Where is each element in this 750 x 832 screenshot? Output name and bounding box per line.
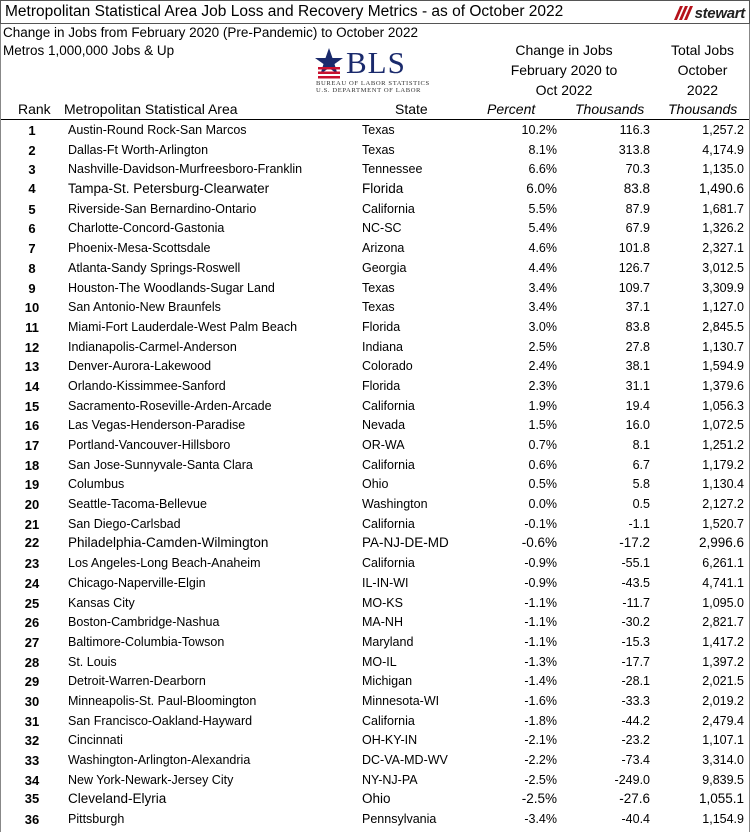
header-total-line-1: Total Jobs [670,42,735,58]
thousands-cell: -43.5 [621,575,650,590]
msa-cell: New York-Newark-Jersey City [68,772,234,787]
state-cell: Michigan [362,674,413,689]
table-row [0,494,750,514]
total-jobs-cell: 2,479.4 [702,713,744,728]
msa-cell: Orlando-Kissimmee-Sanford [68,378,226,393]
thousands-cell: 70.3 [625,162,650,177]
subtitle-line-1: Change in Jobs from February 2020 (Pre-Pandemic) to October 2022 [3,25,418,40]
subtitle-line-2: Metros 1,000,000 Jobs & Up [3,43,175,58]
column-header-rank: Rank [18,101,51,117]
percent-cell: 0.5% [528,477,557,492]
state-cell: IL-IN-WI [362,575,409,590]
total-jobs-cell: 1,257.2 [702,123,744,137]
state-cell: Colorado [362,359,413,374]
rank-cell: 5 [28,201,36,217]
msa-cell: Cincinnati [68,733,123,748]
total-jobs-cell: 1,397.2 [702,654,744,669]
state-cell: Washington [362,497,428,512]
table-row [0,376,750,396]
table-row [0,199,750,219]
rank-cell: 36 [24,812,40,828]
thousands-cell: 16.0 [625,418,650,433]
msa-cell: St. Louis [68,654,117,669]
state-cell: Pennsylvania [362,812,437,827]
state-cell: DC-VA-MD-WV [362,753,448,767]
thousands-cell: -28.1 [621,674,650,689]
rank-cell: 15 [24,398,40,414]
total-jobs-cell: 1,095.0 [702,595,744,610]
state-cell: Texas [362,280,395,295]
table-row [0,159,750,179]
table-row [0,435,750,455]
thousands-cell: -27.6 [619,791,650,807]
state-cell: NY-NJ-PA [362,772,418,787]
table-row [0,632,750,652]
total-jobs-cell: 2,019.2 [702,693,744,708]
table-row [0,750,750,770]
table-row [0,120,750,140]
rank-cell: 17 [24,438,40,453]
thousands-cell: -249.0 [614,772,650,787]
rank-cell: 25 [24,595,40,611]
state-cell: Maryland [362,634,414,649]
table-row [0,553,750,573]
total-jobs-cell: 6,261.1 [702,556,744,571]
thousands-cell: 6.7 [632,457,650,472]
total-jobs-cell: 2,996.6 [698,535,744,551]
rank-cell: 7 [28,241,36,257]
rank-cell: 22 [24,535,40,551]
msa-cell: Miami-Fort Lauderdale-West Palm Beach [68,319,298,334]
stewart-logo-icon [672,5,694,21]
total-jobs-cell: 4,741.1 [702,575,744,590]
table-row [0,593,750,613]
percent-cell: 2.5% [528,339,557,354]
table-row [0,612,750,632]
state-cell: MO-IL [362,654,397,669]
msa-cell: Dallas-Ft Worth-Arlington [68,142,209,157]
percent-cell: -3.4% [524,812,557,827]
total-jobs-cell: 1,251.2 [702,438,744,452]
total-jobs-cell: 2,845.5 [702,319,744,334]
state-cell: Minnesota-WI [362,693,440,708]
rank-cell: 29 [24,674,40,690]
percent-cell: -0.9% [524,575,557,590]
msa-cell: Chicago-Naperville-Elgin [68,575,206,590]
thousands-cell: 83.8 [625,319,650,334]
thousands-cell: 109.7 [618,280,650,295]
rank-cell: 31 [24,713,40,729]
thousands-cell: -17.7 [621,654,650,669]
column-header-total-thousands: Thousands [668,101,738,117]
rank-cell: 28 [24,654,40,670]
thousands-cell: 313.8 [618,142,650,157]
rank-cell: 8 [28,260,36,276]
table-row [0,238,750,258]
thousands-cell: 126.7 [618,260,650,275]
table-row [0,415,750,435]
total-jobs-cell: 1,681.7 [702,201,744,216]
msa-cell: Washington-Arlington-Alexandria [68,753,251,767]
msa-cell: Pittsburgh [68,812,125,827]
state-cell: OH-KY-IN [362,733,418,748]
percent-cell: 5.5% [528,201,557,216]
state-cell: Georgia [362,260,407,275]
thousands-cell: 37.1 [625,300,650,315]
rank-cell: 11 [25,319,39,335]
total-jobs-cell: 1,154.9 [702,812,744,827]
rank-cell: 2 [28,142,36,158]
percent-cell: -2.5% [521,791,557,807]
rank-cell: 26 [24,615,40,631]
percent-cell: -1.1% [524,595,557,610]
msa-cell: San Jose-Sunnyvale-Santa Clara [68,457,253,472]
total-jobs-cell: 1,072.5 [702,418,744,433]
msa-cell: Indianapolis-Carmel-Anderson [68,339,237,354]
rank-cell: 10 [24,300,40,316]
thousands-cell: 67.9 [625,221,650,236]
total-jobs-cell: 1,594.9 [702,359,744,374]
rank-cell: 20 [24,497,40,513]
percent-cell: 3.4% [528,300,557,315]
percent-cell: -1.1% [524,615,557,630]
msa-cell: San Francisco-Oakland-Hayward [68,713,253,728]
percent-cell: 2.3% [528,378,557,393]
total-jobs-cell: 1,520.7 [702,516,744,531]
percent-cell: 5.4% [528,221,557,236]
table-row [0,218,750,238]
header-change-line-2: February 2020 to [510,62,618,78]
state-cell: PA-NJ-DE-MD [362,535,449,551]
msa-cell: Columbus [68,477,125,492]
table-row [0,179,750,199]
table-row [0,474,750,494]
rank-cell: 14 [24,378,40,394]
table-row [0,396,750,416]
thousands-cell: 87.9 [625,201,650,216]
state-cell: Tennessee [362,162,423,177]
rank-cell: 16 [24,418,40,434]
total-jobs-cell: 1,135.0 [702,162,744,177]
percent-cell: 6.0% [526,181,557,197]
title-bar [0,0,750,24]
state-cell: California [362,516,415,531]
msa-cell: Las Vegas-Henderson-Paradise [68,418,246,433]
percent-cell: 10.2% [521,123,557,137]
state-cell: MA-NH [362,615,403,630]
state-cell: Arizona [362,241,405,256]
table-row [0,337,750,357]
total-jobs-cell: 1,417.2 [702,634,744,649]
thousands-cell: 5.8 [632,477,650,492]
rank-cell: 18 [24,457,40,473]
state-cell: California [362,713,415,728]
table-row [0,455,750,475]
table-row [0,573,750,593]
total-jobs-cell: 2,821.7 [702,615,744,630]
total-jobs-cell: 1,107.1 [702,733,744,748]
state-cell: California [362,457,415,472]
column-header-percent: Percent [487,101,536,117]
msa-cell: Tampa-St. Petersburg-Clearwater [68,181,270,197]
header-change-in-jobs [495,40,633,100]
column-header-state: State [395,101,428,117]
state-cell: Nevada [362,418,406,433]
state-cell: Texas [362,142,395,157]
stewart-logo [672,4,745,22]
bls-logo-line-1: BUREAU OF LABOR STATISTICS [316,80,430,87]
percent-cell: 0.0% [528,497,557,512]
total-jobs-cell: 2,327.1 [702,241,744,256]
msa-cell: Houston-The Woodlands-Sugar Land [68,280,275,295]
bls-logo [312,47,460,95]
thousands-cell: 8.1 [632,438,650,452]
rank-cell: 4 [28,181,36,197]
percent-cell: -1.1% [524,634,557,649]
thousands-cell: 19.4 [625,398,650,413]
percent-cell: 4.6% [528,241,557,256]
msa-cell: Charlotte-Concord-Gastonia [68,221,225,236]
page-title: Metropolitan Statistical Area Job Loss and Recovery Metrics - as of October 2022 [5,3,564,20]
msa-cell: Boston-Cambridge-Nashua [68,615,220,630]
msa-cell: Seattle-Tacoma-Bellevue [68,497,207,512]
state-cell: Florida [362,378,401,393]
header-total-line-2: October [677,62,728,78]
total-jobs-cell: 4,174.9 [702,142,744,157]
rank-cell: 1 [28,123,36,138]
thousands-cell: 27.8 [625,339,650,354]
total-jobs-cell: 3,309.9 [702,280,744,295]
percent-cell: -2.5% [524,772,557,787]
state-cell: Texas [362,123,395,137]
total-jobs-cell: 3,314.0 [702,753,744,767]
rank-cell: 34 [24,772,40,788]
total-jobs-cell: 1,490.6 [698,181,744,197]
thousands-cell: -55.1 [621,556,650,571]
thousands-cell: 116.3 [619,123,650,137]
total-jobs-cell: 1,130.7 [702,339,744,354]
table-row [0,140,750,160]
percent-cell: -0.6% [521,535,557,551]
msa-cell: Minneapolis-St. Paul-Bloomington [68,693,257,708]
thousands-cell: 31.1 [625,378,650,393]
thousands-cell: 101.8 [618,241,650,256]
state-cell: Florida [362,319,401,334]
total-jobs-cell: 9,839.5 [702,772,744,787]
state-cell: Indiana [362,339,404,354]
msa-cell: Los Angeles-Long Beach-Anaheim [68,556,261,571]
table-row [0,258,750,278]
msa-cell: Baltimore-Columbia-Towson [68,634,225,649]
rank-cell: 24 [24,575,40,591]
msa-cell: Austin-Round Rock-San Marcos [68,123,247,137]
left-border [0,24,1,832]
total-jobs-cell: 1,127.0 [702,300,744,315]
bls-logo-line-2: U.S. DEPARTMENT OF LABOR [316,87,422,94]
percent-cell: -0.9% [524,556,557,571]
msa-cell: Portland-Vancouver-Hillsboro [68,438,231,452]
table-row [0,356,750,376]
rank-cell: 23 [24,556,40,572]
rank-cell: 6 [28,221,36,237]
percent-cell: -1.3% [524,654,557,669]
state-cell: California [362,398,415,413]
percent-cell: 1.5% [528,418,557,433]
metro-table [0,120,750,829]
thousands-cell: -44.2 [621,713,650,728]
msa-cell: Nashville-Davidson-Murfreesboro-Franklin [68,162,303,177]
msa-cell: Riverside-San Bernardino-Ontario [68,201,257,216]
state-cell: Ohio [362,477,389,492]
thousands-cell: 0.5 [632,497,650,512]
table-row [0,671,750,691]
rank-cell: 9 [28,280,36,296]
total-jobs-cell: 2,021.5 [702,674,744,689]
rank-cell: 3 [28,162,36,178]
table-row [0,789,750,809]
header-change-line-1: Change in Jobs [515,42,613,58]
total-jobs-cell: 1,179.2 [702,457,744,472]
thousands-cell: -15.3 [621,634,650,649]
total-jobs-cell: 1,055.1 [698,791,744,807]
rank-cell: 30 [24,693,40,709]
percent-cell: 1.9% [528,398,557,413]
total-jobs-cell: 3,012.5 [702,260,744,275]
table-row [0,770,750,790]
table-row [0,711,750,731]
rank-cell: 27 [24,634,40,650]
percent-cell: -2.1% [524,733,557,748]
thousands-cell: 38.1 [625,359,650,374]
column-header-thousands: Thousands [575,101,645,117]
state-cell: MO-KS [362,595,403,610]
rank-cell: 19 [24,477,40,493]
state-cell: California [362,201,415,216]
percent-cell: -1.4% [524,674,557,689]
percent-cell: 6.6% [528,162,557,177]
msa-cell: San Diego-Carlsbad [68,516,181,531]
state-cell: Ohio [362,791,391,807]
percent-cell: 0.7% [528,438,557,452]
header-total-jobs [655,40,750,100]
thousands-cell: -30.2 [621,615,650,630]
table-row [0,691,750,711]
thousands-cell: -23.2 [621,733,650,748]
rank-cell: 21 [24,516,40,532]
percent-cell: 0.6% [528,457,557,472]
thousands-cell: -33.3 [621,693,650,708]
total-jobs-cell: 1,130.4 [702,477,744,492]
thousands-cell: 83.8 [623,181,650,197]
msa-cell: Cleveland-Elyria [68,791,167,807]
percent-cell: 2.4% [528,359,557,374]
msa-cell: Phoenix-Mesa-Scottsdale [68,241,211,256]
thousands-cell: -73.4 [621,753,650,767]
table-row [0,533,750,553]
state-cell: California [362,556,415,571]
percent-cell: -1.6% [524,693,557,708]
percent-cell: -1.8% [524,713,557,728]
msa-cell: San Antonio-New Braunfels [68,300,221,315]
rank-cell: 33 [24,753,40,768]
bls-logo-text: BLS [346,45,406,80]
table-row [0,652,750,672]
table-row [0,297,750,317]
thousands-cell: -40.4 [621,812,650,827]
msa-cell: Denver-Aurora-Lakewood [68,359,212,374]
table-row [0,317,750,337]
state-cell: Texas [362,300,395,315]
rank-cell: 12 [24,339,40,355]
header-total-line-3: 2022 [686,82,719,98]
total-jobs-cell: 2,127.2 [702,497,744,512]
table-row [0,514,750,534]
msa-cell: Philadelphia-Camden-Wilmington [68,535,269,551]
percent-cell: 3.4% [528,280,557,295]
total-jobs-cell: 1,379.6 [702,378,744,393]
table-row [0,730,750,750]
percent-cell: 3.0% [528,319,557,334]
state-cell: NC-SC [362,221,402,236]
msa-cell: Detroit-Warren-Dearborn [68,674,206,689]
percent-cell: 4.4% [528,260,557,275]
header-change-line-3: Oct 2022 [535,82,593,98]
column-header-msa: Metropolitan Statistical Area [64,101,238,117]
msa-cell: Kansas City [68,595,135,610]
thousands-cell: -17.2 [619,535,650,551]
total-jobs-cell: 1,326.2 [702,221,744,236]
thousands-cell: -11.7 [622,595,650,610]
rank-cell: 13 [24,359,40,375]
rank-cell: 32 [24,733,40,749]
msa-cell: Atlanta-Sandy Springs-Roswell [68,260,241,275]
msa-cell: Sacramento-Roseville-Arden-Arcade [68,398,272,413]
table-row [0,809,750,829]
state-cell: Florida [362,181,404,197]
rank-cell: 35 [24,791,40,807]
percent-cell: -2.2% [524,753,557,767]
stewart-logo-text: stewart [694,4,745,22]
bls-star-stripes-icon [312,47,346,81]
thousands-cell: -1.1 [628,516,650,531]
total-jobs-cell: 1,056.3 [702,398,744,413]
table-row [0,278,750,298]
percent-cell: -0.1% [524,516,557,531]
percent-cell: 8.1% [528,142,557,157]
state-cell: OR-WA [362,438,405,452]
